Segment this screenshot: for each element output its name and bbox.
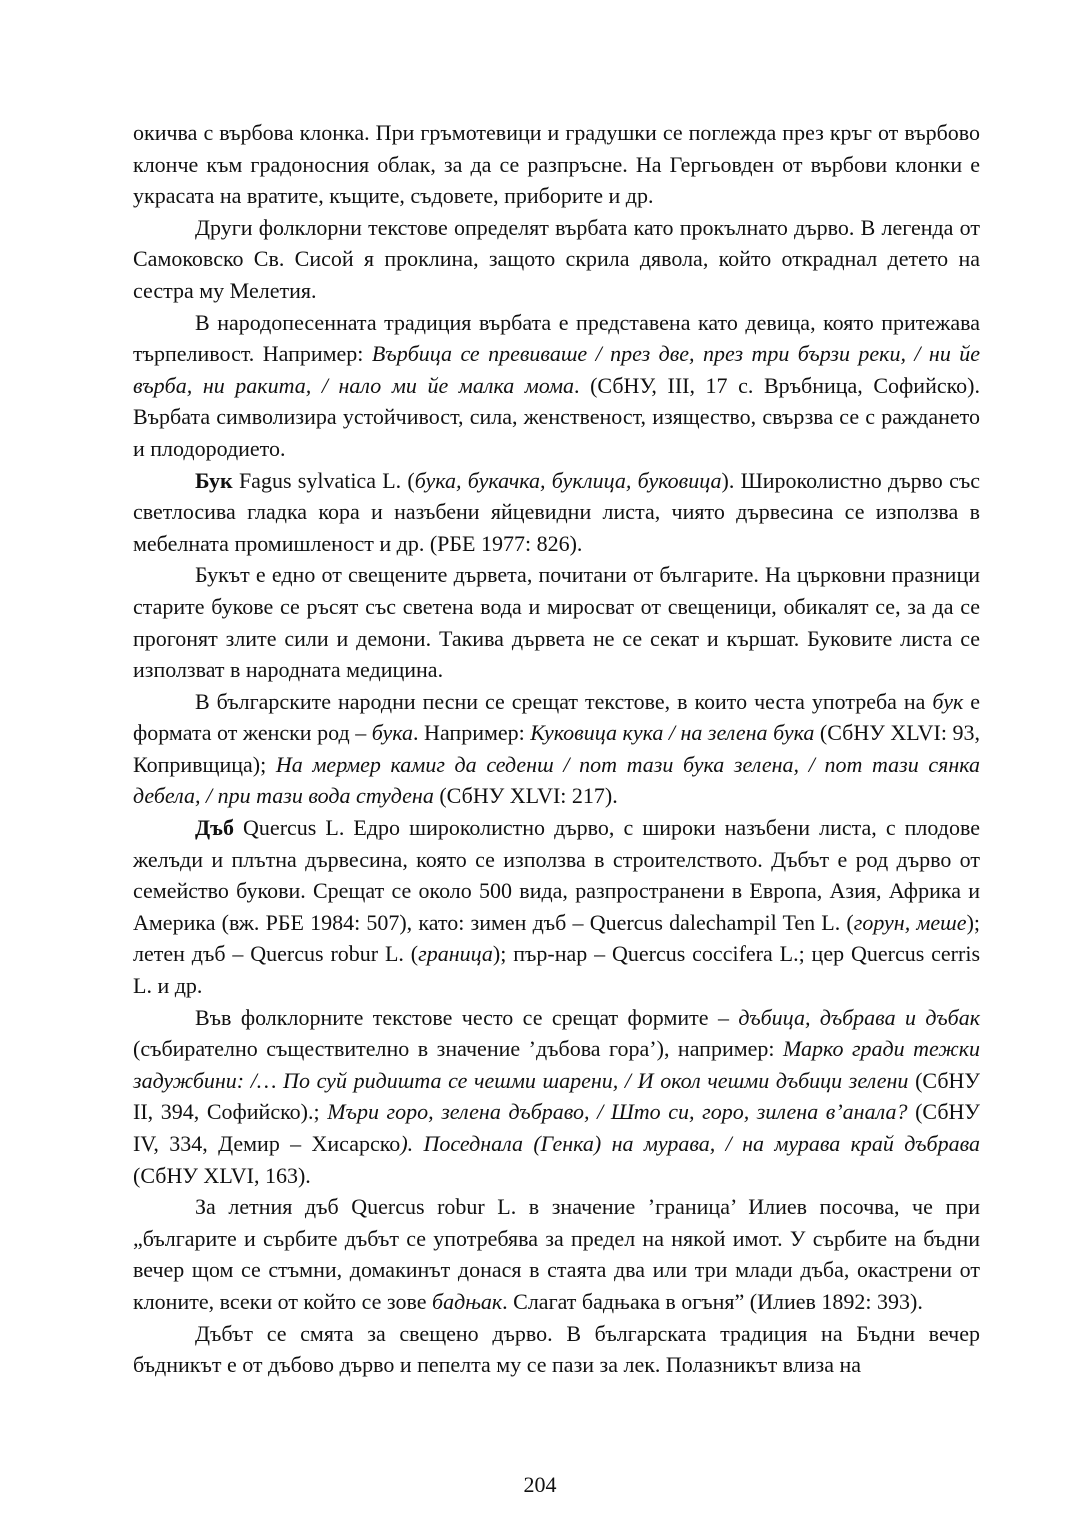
paragraph (133, 212, 980, 307)
text-run: Fagus sylvatica L. ( (232, 467, 415, 493)
paragraph (133, 465, 980, 560)
paragraph (133, 307, 980, 465)
text-run: (СбНУ XLVI: 217). (433, 783, 618, 809)
italic-run: Мъри горо, зелена дъбраво, / Што си, горо, зилена в’анала? (327, 1099, 908, 1125)
text-run: (СбНУ XLVI, 163). (133, 1162, 311, 1188)
italic-run: граница (418, 941, 493, 967)
text-run: Други фолклорни текстове определят върбата като прокълнато дърво. В легенда от Самоковско Св. Сисой я проклина, защото скрила дявола, който откраднал детето на сестра му Мелетия. (133, 214, 980, 303)
italic-run: Куковица кука / на зелена бука (530, 720, 815, 746)
text-run: (събирателно съществително в значение ’дъбова гора’), например: (133, 1036, 783, 1062)
italic-run: бук (932, 688, 964, 714)
italic-run: На мермер камиг да седенш / пот тази бука зелена, / пот тази сянка дебела, / при тази вода студена (133, 751, 981, 809)
paragraph (133, 686, 980, 812)
text-run: Quercus L. Едро широколистно дърво, с широки назъбени листа, с плодове желъди и плътна дървесина, която се използва в строителството. Дъбът е род дърво от семейство букови. Срещат се около 500 вида, разпространени в Европа, Азия, Африка и Америка (вж. РБЕ 1984: 507), като: зимен дъб – Quercus dalechampil Ten L. ( (133, 815, 980, 935)
italic-run: горун, меше (853, 909, 967, 935)
page-number: 204 (523, 1472, 557, 1497)
text-run: В българските народни песни се срещат текстове, в които честа употреба на (195, 688, 933, 714)
text-run: (СбНУ XLVI: 93, Копривщица); (133, 720, 980, 777)
bold-term: Бук (195, 467, 233, 493)
text-run: (СбНУ IV, 334, Демир – Хисарско (133, 1099, 980, 1156)
text-run: За летния дъб Quercus robur L. в значение ’граница’ Илиев посочва, че при „българите и сърбите дъбът се употребява за предел на някой имот. У сърбите на бъдни вечер щом се стъмни, домакинът донася в стаята два или три млади дъба, окастрени от клоните, всеки от който се зове (133, 1194, 980, 1314)
italic-run: ). Поседнала (Генка) на мурава, / на мурава край дъбрава (400, 1131, 980, 1156)
text-run: . Слагат бадњака в огъня” (Илиев 1892: 393). (502, 1288, 923, 1314)
text-run: окичва с върбова клонка. При гръмотевици и градушки се поглежда през кръг от върбово клонче към градоносния облак, за да се разпръсне. На Гергьовден от върбови клонки е украсата на вратите, къщите, съдовете, приборите и др. (133, 120, 980, 209)
text-run: ). Широколистно дърво със светлосива гладка кора и назъбени яйцевидни листа, чиято дървесина се използва в мебелната промишленост и др. (РБЕ 1977: 826). (133, 467, 980, 556)
paragraph (133, 812, 980, 1002)
paragraph (133, 1191, 980, 1317)
bold-term: Дъб (195, 815, 234, 841)
text-run: Във фолклорните текстове често се срещат формите – (195, 1004, 739, 1030)
italic-run: Марко гради тежки задужбини: /… По суй ридишта се чешми шарени, / И окол чешми дъбици зелени (133, 1036, 980, 1093)
paragraph (133, 559, 980, 685)
text-run: . (СбНУ, III, 17 с. Връбница, Софийско). Върбата символизира устойчивост, сила, женственост, изящество, свързва се с раждането и плодородието. (133, 372, 981, 461)
text-run: . Например: (413, 720, 531, 746)
text-run: е формата от женски род – (133, 688, 980, 746)
text-run: ); летен дъб – Quercus robur L. ( (133, 909, 981, 967)
italic-run: бадњак (432, 1288, 503, 1314)
text-run: Букът е едно от свещените дървета, почитани от българите. На църковни празници старите букове се ръсят със светена вода и миросват от свещеници, обикалят се, за да се прогонят злите сили и демони. Такива дървета не се секат и кършат. Буковите листа се използват в народната медицина. (133, 562, 980, 683)
text-run: Дъбът се смята за свещено дърво. В българската традиция на Бъдни вечер бъдникът е от дъбово дърво и пепелта му се пази за лек. Полазникът влиза на (133, 1320, 980, 1378)
text-run: ); пър-нар – Quercus coccifera L.; цер Quercus cerris L. и др. (133, 941, 980, 999)
italic-run: бука, букачка, буклица, буковица (414, 467, 722, 493)
text-run: В народопесенната традиция върбата е представена като девица, която притежава търпеливост. Например: (133, 309, 980, 367)
paragraph (133, 1318, 980, 1381)
italic-run: дъбица, дъбрава и дъбак (738, 1004, 980, 1030)
paragraph (133, 117, 980, 212)
italic-run: Върбица се превиваше / през две, през три бързи реки, / ни йе върба, ни ракита, / нало ми йе малка мома (133, 341, 981, 398)
text-run: (СбНУ II, 394, Софийско).; (133, 1067, 980, 1125)
italic-run: бука (371, 720, 414, 746)
paragraph (133, 1002, 980, 1192)
body-text (133, 117, 980, 1381)
